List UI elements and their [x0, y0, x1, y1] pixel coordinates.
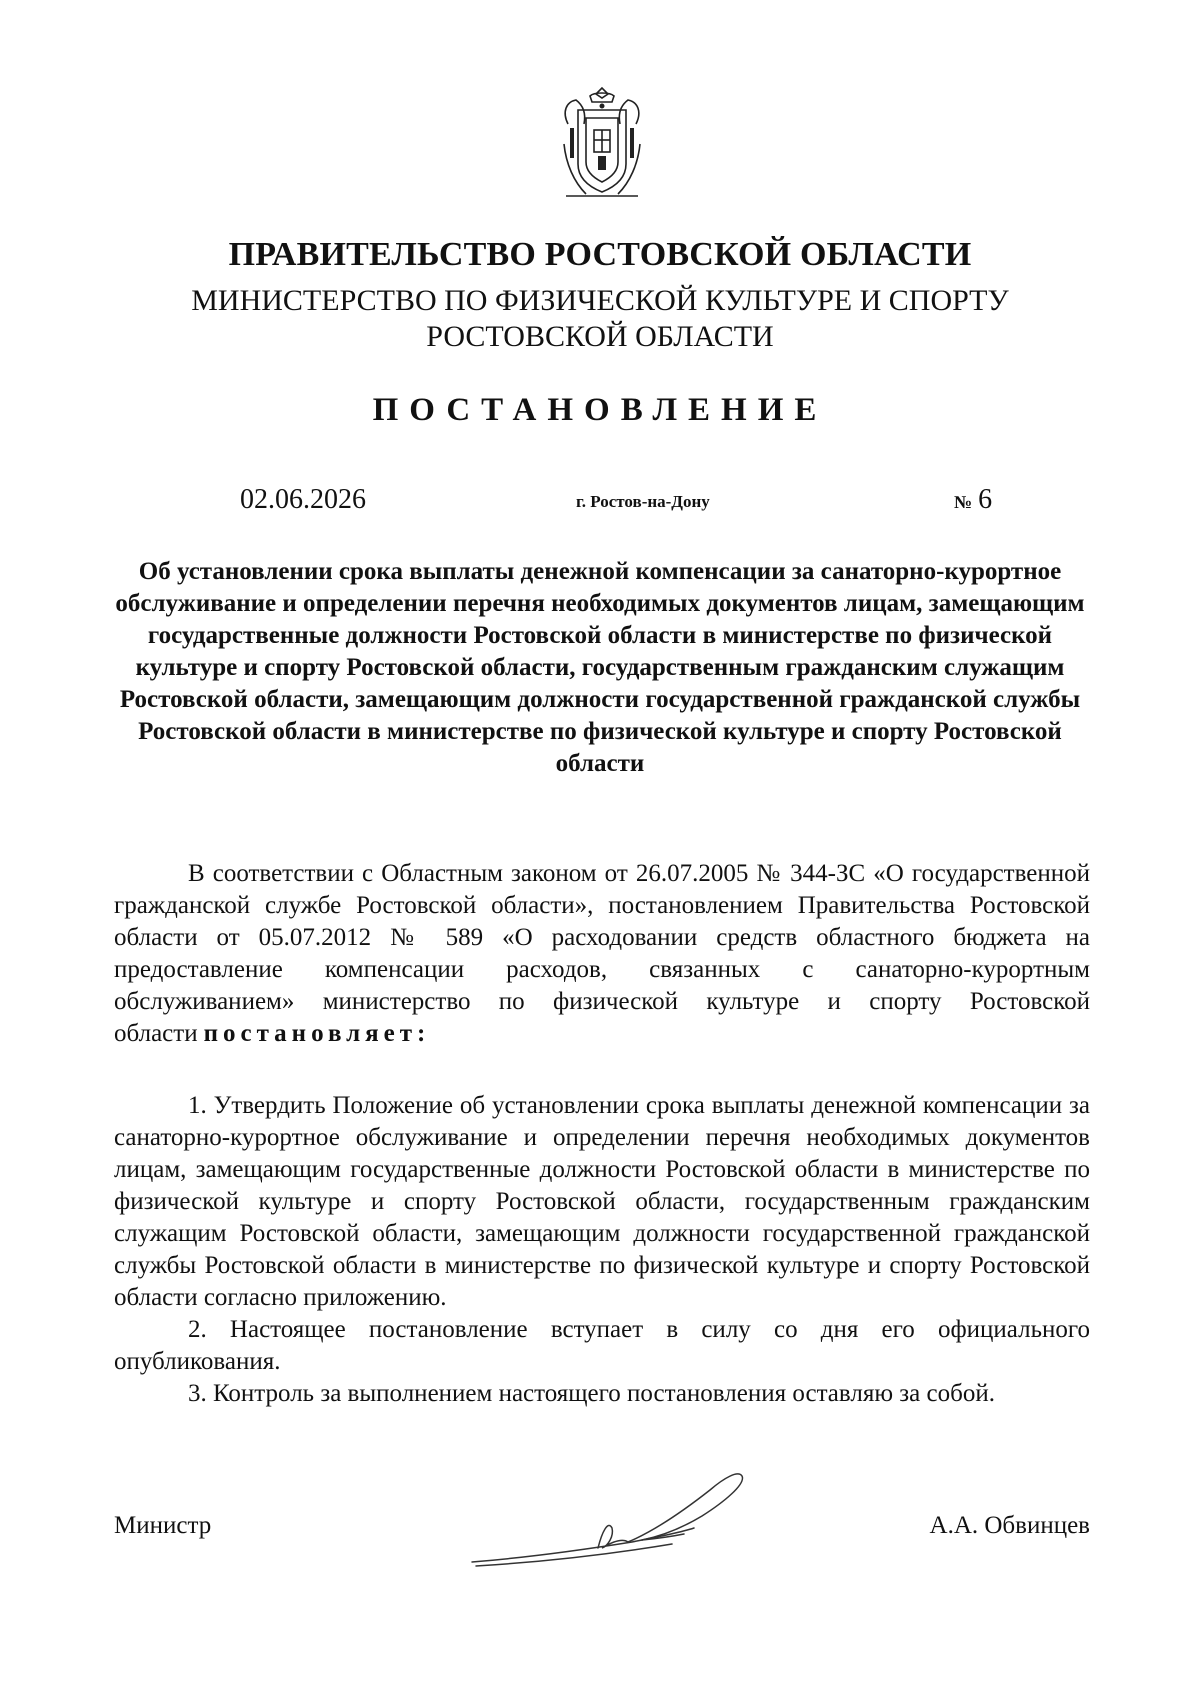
- resolution-item-1: 1. Утвердить Положение об установлении срока выплаты денежной компенсации за санаторно-курортное обслуживание и определении перечня необходимых документов лицам, замещающим государственные должности Ростовской области в министерстве по физической культуре и спорту Ростовской области, государственным гражданским служащим Ростовской области, замещающим должности государственной гражданской службы Ростовской области в министерстве по физической культуре и спорту Ростовской области согласно приложению.: [114, 1092, 1090, 1311]
- document-number: [954, 484, 992, 516]
- ministry-name-line-2: РОСТОВСКОЙ ОБЛАСТИ: [426, 320, 774, 353]
- document-date: 02.06.2026: [240, 484, 366, 515]
- preamble: [114, 858, 1090, 1050]
- document-subject: Об установлении срока выплаты денежной компенсации за санаторно-курортное обслуживание и определении перечня необходимых документов лицам, замещающим государственные должности Ростовской области в министерстве по физической культуре и спорту Ростовской области, государственным гражданским служащим Ростовской области, замещающим должности государственной гражданской службы Ростовской области в министерстве по физической культуре и спорту Ростовской области: [115, 558, 1085, 777]
- preamble-paragraph: [114, 858, 1090, 1050]
- signatory-name: А.А. Обвинцев: [929, 1512, 1090, 1539]
- signature-icon: [462, 1462, 762, 1572]
- coat-of-arms-icon: [556, 84, 648, 202]
- ministry-name-line-1: МИНИСТЕРСТВО ПО ФИЗИЧЕСКОЙ КУЛЬТУРЕ И СПОРТУ: [191, 284, 1009, 317]
- document-type: ПОСТАНОВЛЕНИЕ: [372, 392, 828, 428]
- signatory-title: Министр: [114, 1512, 212, 1539]
- government-title: ПРАВИТЕЛЬСТВО РОСТОВСКОЙ ОБЛАСТИ: [228, 236, 972, 273]
- decree-verb: постановляет:: [203, 1020, 431, 1047]
- preamble-text: В соответствии с Областным законом от 26.07.2005 № 344-ЗС «О государственной гражданской службе Ростовской области», постановлением Правительства Ростовской области от 05.07.2012 № 589 «О расходовании средств областного бюджета на предоставление компенсации расходов, связанных с санаторно-курортным обслуживанием» министерство по физической культуре и спорту Ростовской области: [114, 860, 1090, 1047]
- number-sign: №: [954, 492, 973, 512]
- document-city: г. Ростов-на-Дону: [576, 492, 710, 511]
- resolution-items: [114, 1090, 1090, 1410]
- resolution-item-2: 2. Настоящее постановление вступает в силу со дня его официального опубликования.: [114, 1316, 1090, 1375]
- number-value: 6: [978, 484, 993, 515]
- resolution-item-3: 3. Контроль за выполнением настоящего постановления оставляю за собой.: [188, 1380, 995, 1407]
